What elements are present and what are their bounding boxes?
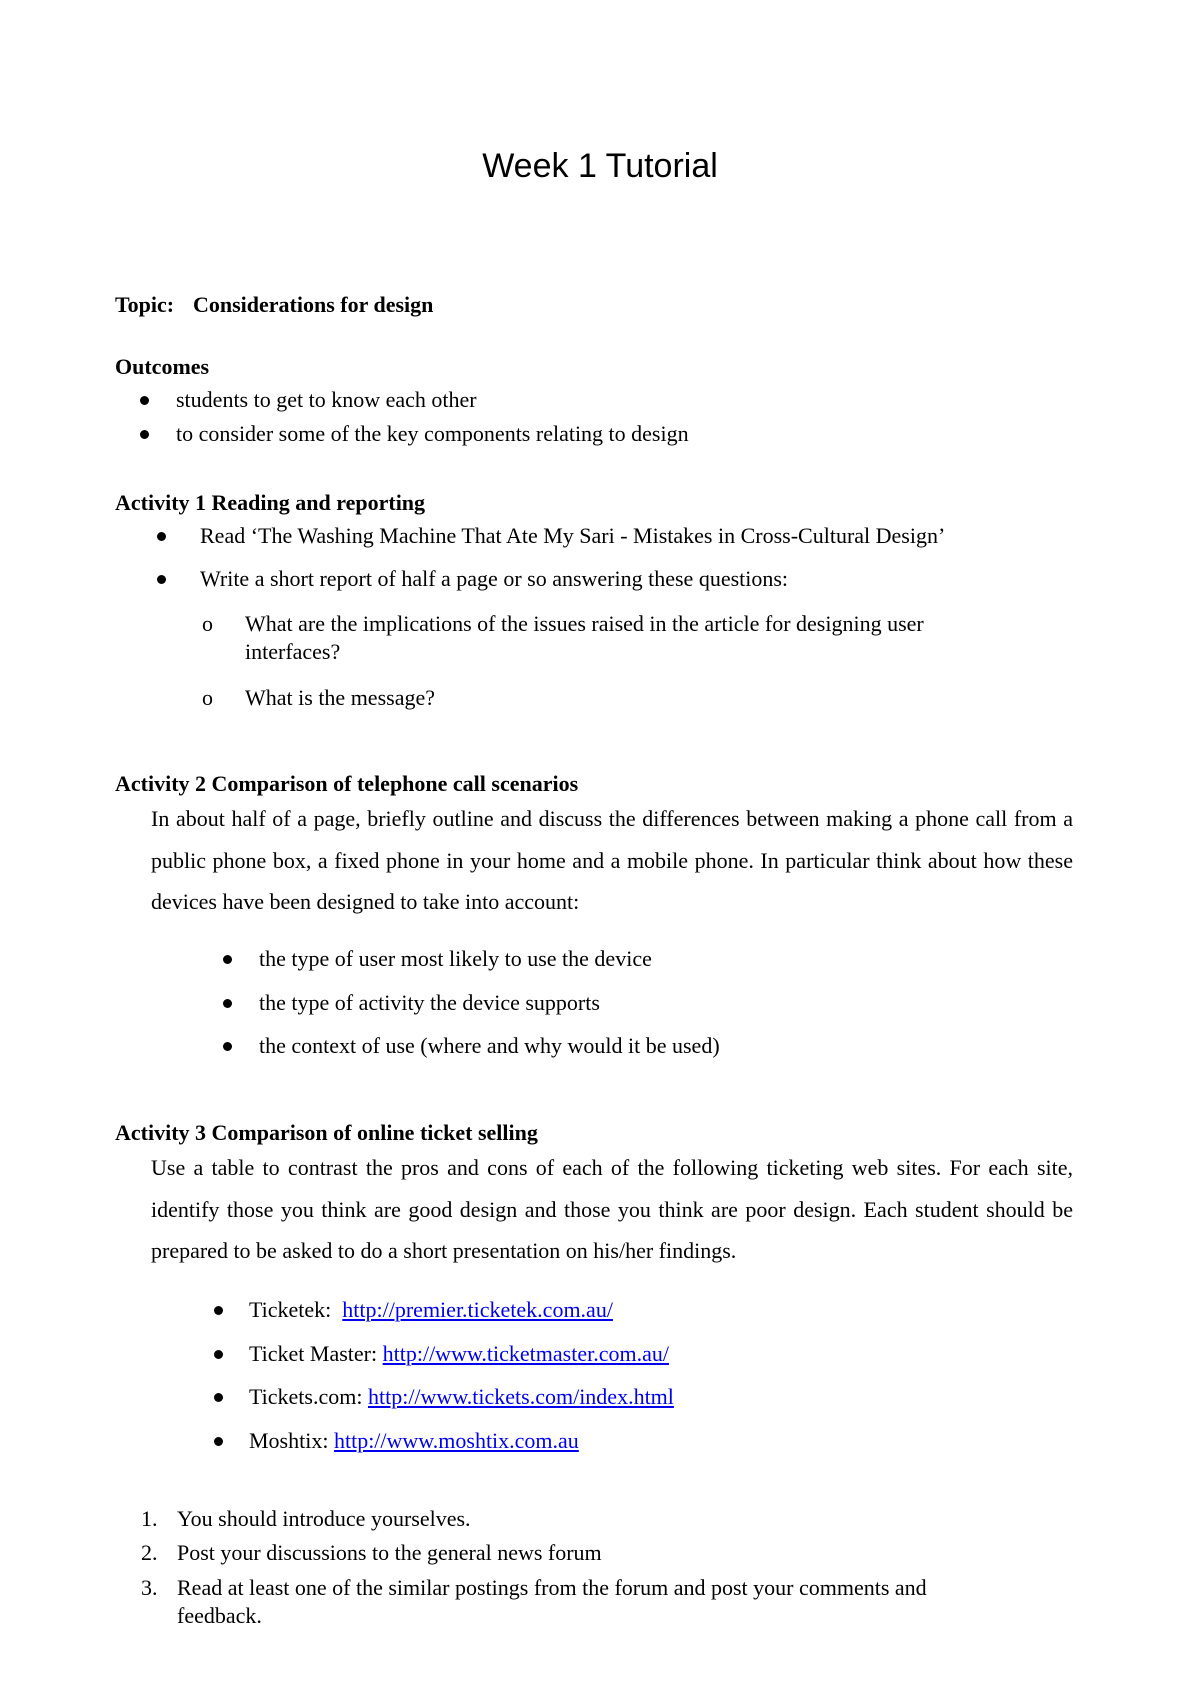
site-name: Moshtix: xyxy=(249,1428,329,1453)
task-text: Post your discussions to the general news forum xyxy=(177,1540,602,1565)
bullet-icon xyxy=(214,1393,223,1402)
outcome-item: students to get to know each other xyxy=(176,387,477,412)
bullet-icon xyxy=(223,1042,232,1051)
site-item-tickets-com xyxy=(249,1384,674,1410)
activity2-heading: Activity 2 Comparison of telephone call scenarios xyxy=(115,771,579,796)
activity3-heading: Activity 3 Comparison of online ticket selling xyxy=(115,1120,538,1145)
activity1-question: What are the implications of the issues raised in the article for designing user xyxy=(245,611,924,636)
bullet-icon xyxy=(157,575,166,584)
site-link[interactable]: http://www.ticketmaster.com.au/ xyxy=(382,1341,669,1366)
bullet-icon xyxy=(223,999,232,1008)
bullet-icon xyxy=(140,396,149,405)
site-name: Ticket Master: xyxy=(249,1341,378,1366)
topic-line xyxy=(115,292,433,318)
task-text: You should introduce yourselves. xyxy=(177,1506,471,1531)
bullet-icon xyxy=(157,532,166,541)
outcome-item: to consider some of the key components relating to design xyxy=(176,421,689,446)
bullet-icon xyxy=(214,1350,223,1359)
activity3-paragraph: Use a table to contrast the pros and cons of each of the following ticketing web sites. For each site, identify those you think are good design and those you think are poor design. Each student should be prepared to be asked to do a short presentation on his/her findings. xyxy=(151,1155,1073,1263)
activity1-question: What is the message? xyxy=(245,685,435,710)
task-number: 3. xyxy=(141,1575,158,1600)
site-name: Ticketek: xyxy=(249,1297,332,1322)
activity2-item: the context of use (where and why would it be used) xyxy=(259,1033,720,1058)
site-link[interactable]: http://www.moshtix.com.au xyxy=(333,1428,579,1453)
site-name: Tickets.com: xyxy=(249,1384,363,1409)
activity1-item: Write a short report of half a page or so answering these questions: xyxy=(200,566,789,591)
circle-bullet-icon: o xyxy=(202,685,213,710)
activity1-item: Read ‘The Washing Machine That Ate My Sari - Mistakes in Cross-Cultural Design’ xyxy=(200,523,946,548)
outcomes-heading: Outcomes xyxy=(115,354,210,379)
bullet-icon xyxy=(223,955,232,964)
task-number: 1. xyxy=(141,1506,158,1531)
page-title: Week 1 Tutorial xyxy=(482,147,718,185)
topic-value: Considerations for design xyxy=(193,292,434,317)
topic-label: Topic: xyxy=(115,292,175,317)
site-item-ticketek xyxy=(249,1297,613,1323)
activity2-paragraph: In about half of a page, briefly outline and discuss the differences between making a phone call from a public phone box, a fixed phone in your home and a mobile phone. In particular think about how these devices have been designed to take into account: xyxy=(151,806,1073,914)
site-item-moshtix xyxy=(249,1428,579,1454)
task-text-cont: feedback. xyxy=(177,1603,262,1628)
bullet-icon xyxy=(214,1437,223,1446)
activity1-question-cont: interfaces? xyxy=(245,639,341,664)
activity1-heading: Activity 1 Reading and reporting xyxy=(115,490,426,515)
site-item-ticketmaster xyxy=(249,1341,669,1367)
site-link[interactable]: http://premier.ticketek.com.au/ xyxy=(342,1297,613,1322)
activity2-item: the type of activity the device supports xyxy=(259,990,600,1015)
task-text: Read at least one of the similar postings from the forum and post your comments and xyxy=(177,1575,927,1600)
bullet-icon xyxy=(214,1306,223,1315)
bullet-icon xyxy=(140,430,149,439)
task-number: 2. xyxy=(141,1540,158,1565)
activity2-item: the type of user most likely to use the device xyxy=(259,946,652,971)
site-link[interactable]: http://www.tickets.com/index.html xyxy=(367,1384,674,1409)
circle-bullet-icon: o xyxy=(202,611,213,636)
